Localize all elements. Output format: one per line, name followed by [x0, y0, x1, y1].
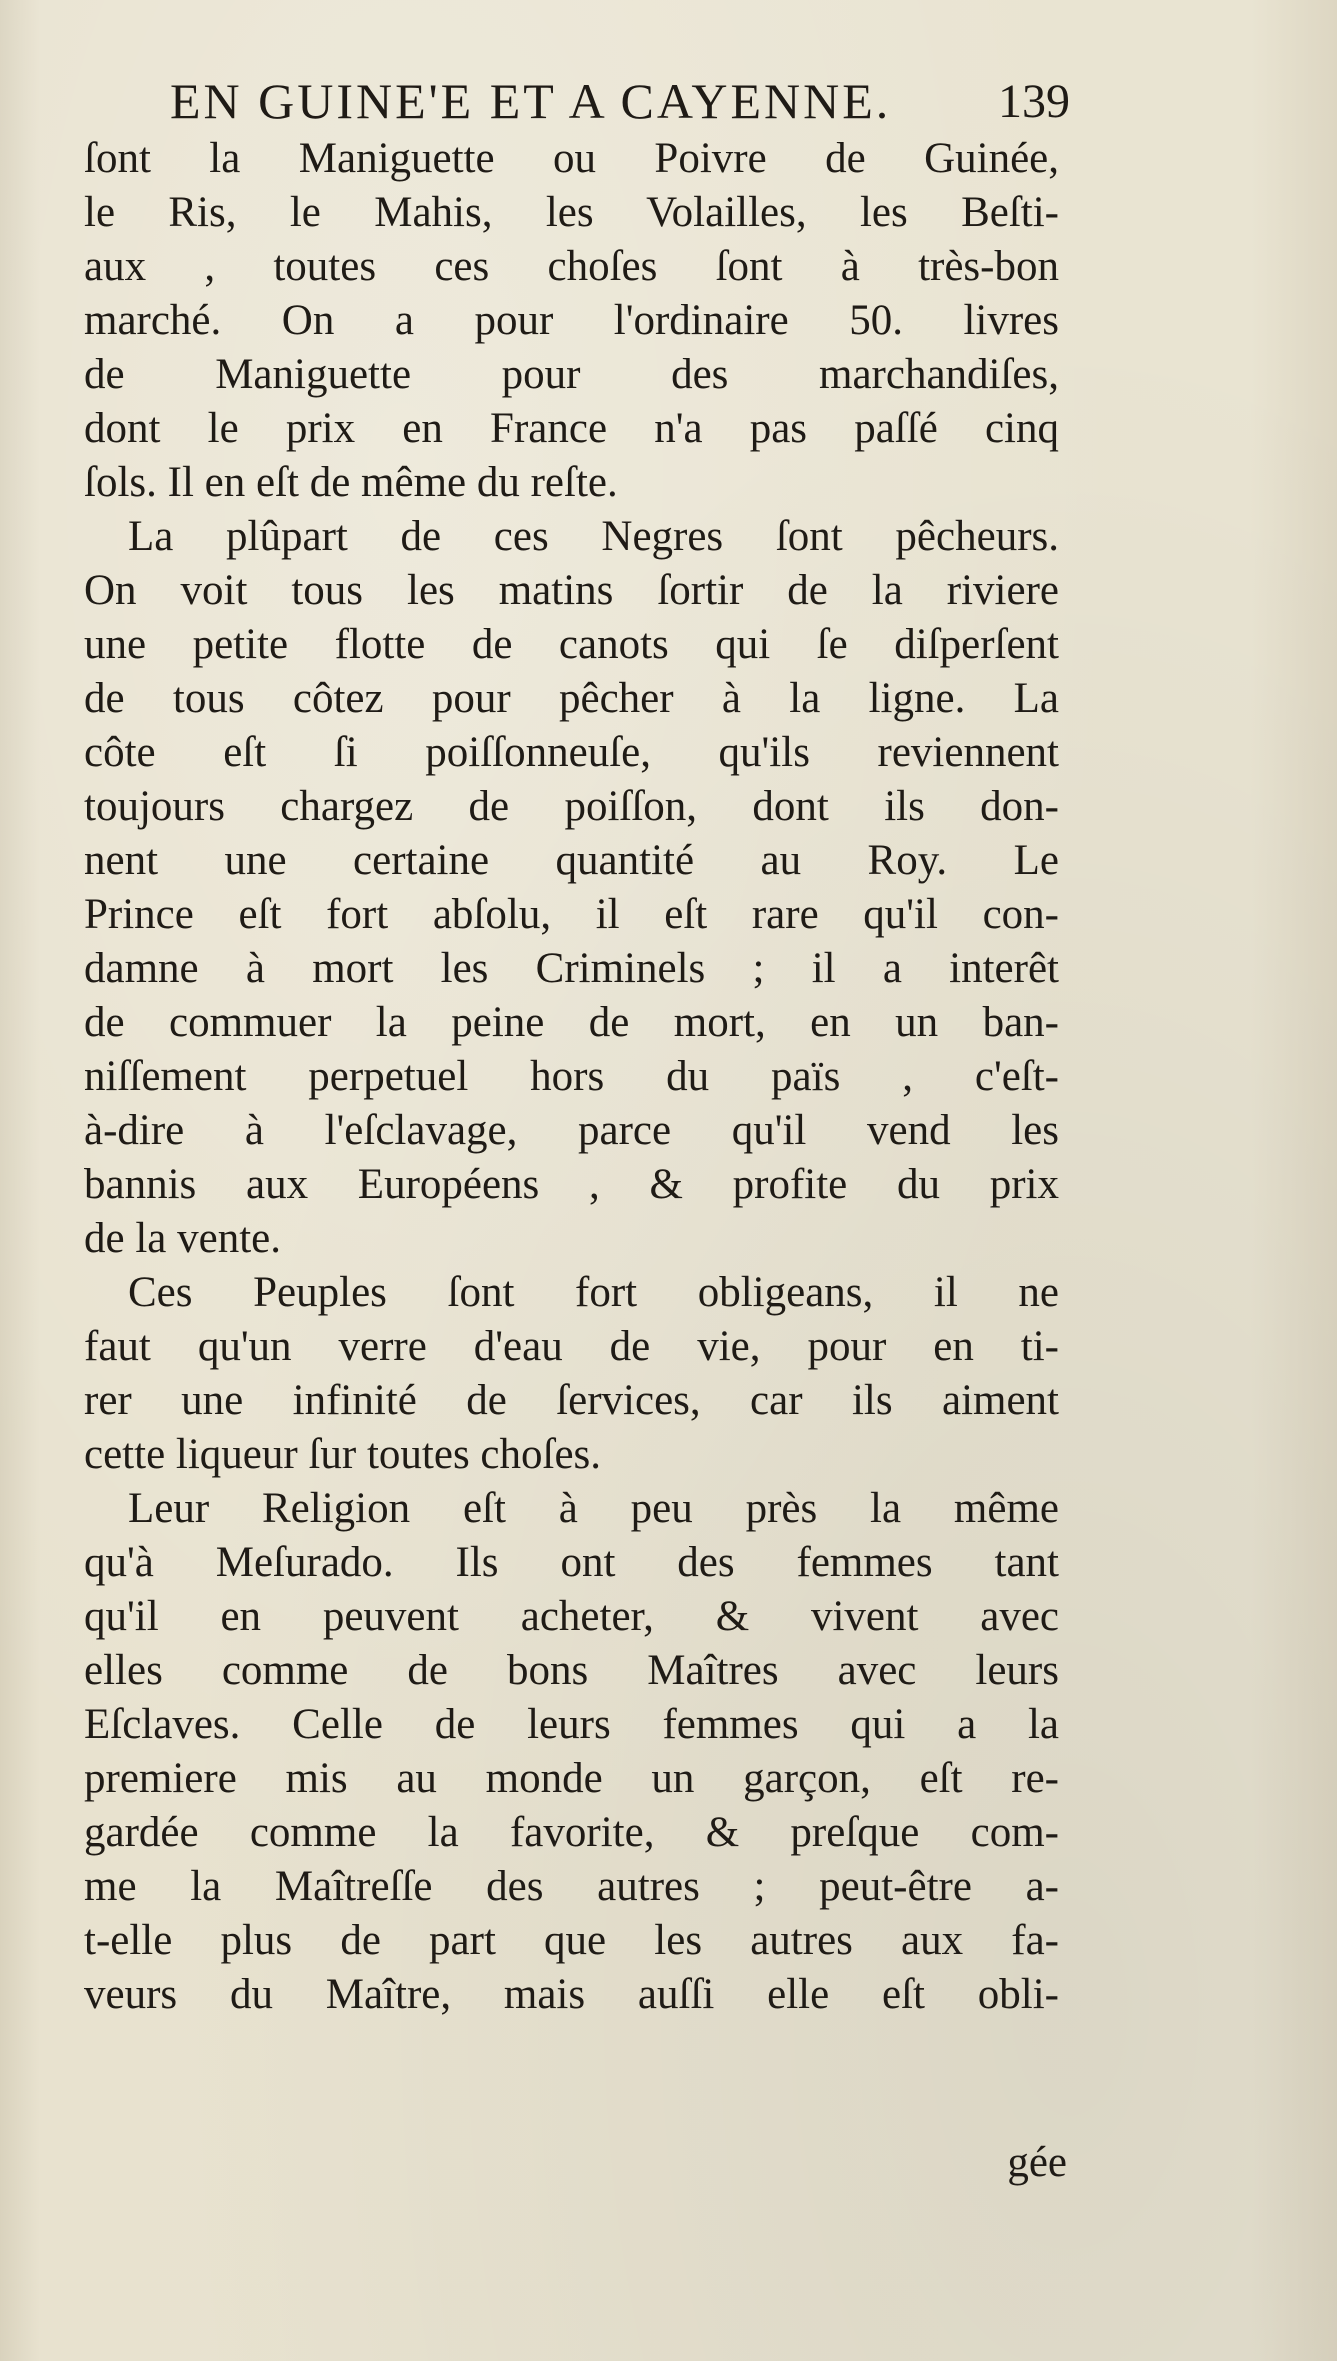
text-line: cette liqueur ſur toutes choſes. [84, 1431, 602, 1478]
text-line: veurs du Maître, mais auſſi elle eſt obli- [84, 1971, 1059, 2018]
text-line: aux , toutes ces choſes ſont à très-bon [84, 243, 1059, 290]
text-line: premiere mis au monde un garçon, eſt re- [84, 1755, 1059, 1802]
text-line: qu'il en peuvent acheter, & vivent avec [84, 1593, 1059, 1640]
text-line: On voit tous les matins ſortir de la riviere [84, 567, 1059, 614]
text-line: de la vente. [84, 1215, 281, 1262]
text-line: le Ris, le Mahis, les Volailles, les Beſti- [84, 189, 1059, 236]
text-line: rer une infinité de ſervices, car ils aiment [84, 1377, 1059, 1424]
text-line: t-elle plus de part que les autres aux fa- [84, 1917, 1059, 1964]
text-line: gardée comme la favorite, & preſque com- [84, 1809, 1059, 1856]
text-line: à-dire à l'eſclavage, parce qu'il vend les [84, 1107, 1059, 1154]
running-head: EN GUINE'E ET A CAYENNE. [170, 73, 892, 129]
text-line: dont le prix en France n'a pas paſſé cinq [84, 405, 1059, 452]
text-line: ſols. Il en eſt de même du reſte. [84, 459, 618, 506]
text-line: Leur Religion eſt à peu près la même [128, 1485, 1059, 1532]
text-line: qu'à Meſurado. Ils ont des femmes tant [84, 1539, 1059, 1586]
text-line: damne à mort les Criminels ; il a interêt [84, 945, 1059, 992]
text-line: Eſclaves. Celle de leurs femmes qui a la [84, 1701, 1059, 1748]
text-line: de commuer la peine de mort, en un ban- [84, 999, 1059, 1046]
page-header [170, 62, 1070, 132]
text-line: de tous côtez pour pêcher à la ligne. La [84, 675, 1059, 722]
text-line: me la Maîtreſſe des autres ; peut-être a- [84, 1863, 1059, 1910]
text-line: Prince eſt fort abſolu, il eſt rare qu'il con- [84, 891, 1059, 938]
text-line: Ces Peuples ſont fort obligeans, il ne [128, 1269, 1059, 1316]
text-line: toujours chargez de poiſſon, dont ils don- [84, 783, 1059, 830]
text-line: de Maniguette pour des marchandiſes, [84, 351, 1059, 398]
text-line: ſont la Maniguette ou Poivre de Guinée, [84, 135, 1059, 182]
body-text [84, 132, 1059, 2022]
text-line: marché. On a pour l'ordinaire 50. livres [84, 297, 1059, 344]
page-number: 139 [998, 75, 1070, 128]
text-line: bannis aux Européens , & profite du prix [84, 1161, 1059, 1208]
text-line: niſſement perpetuel hors du païs , c'eſt- [84, 1053, 1059, 1100]
text-line: La plûpart de ces Negres ſont pêcheurs. [128, 513, 1059, 560]
text-line: elles comme de bons Maîtres avec leurs [84, 1647, 1059, 1694]
text-line: côte eſt ſi poiſſonneuſe, qu'ils reviennent [84, 729, 1059, 776]
text-line: nent une certaine quantité au Roy. Le [84, 837, 1059, 884]
catchword: gée [1007, 2139, 1067, 2186]
text-line: faut qu'un verre d'eau de vie, pour en ti- [84, 1323, 1059, 1370]
text-line: une petite flotte de canots qui ſe diſperſent [84, 621, 1059, 668]
